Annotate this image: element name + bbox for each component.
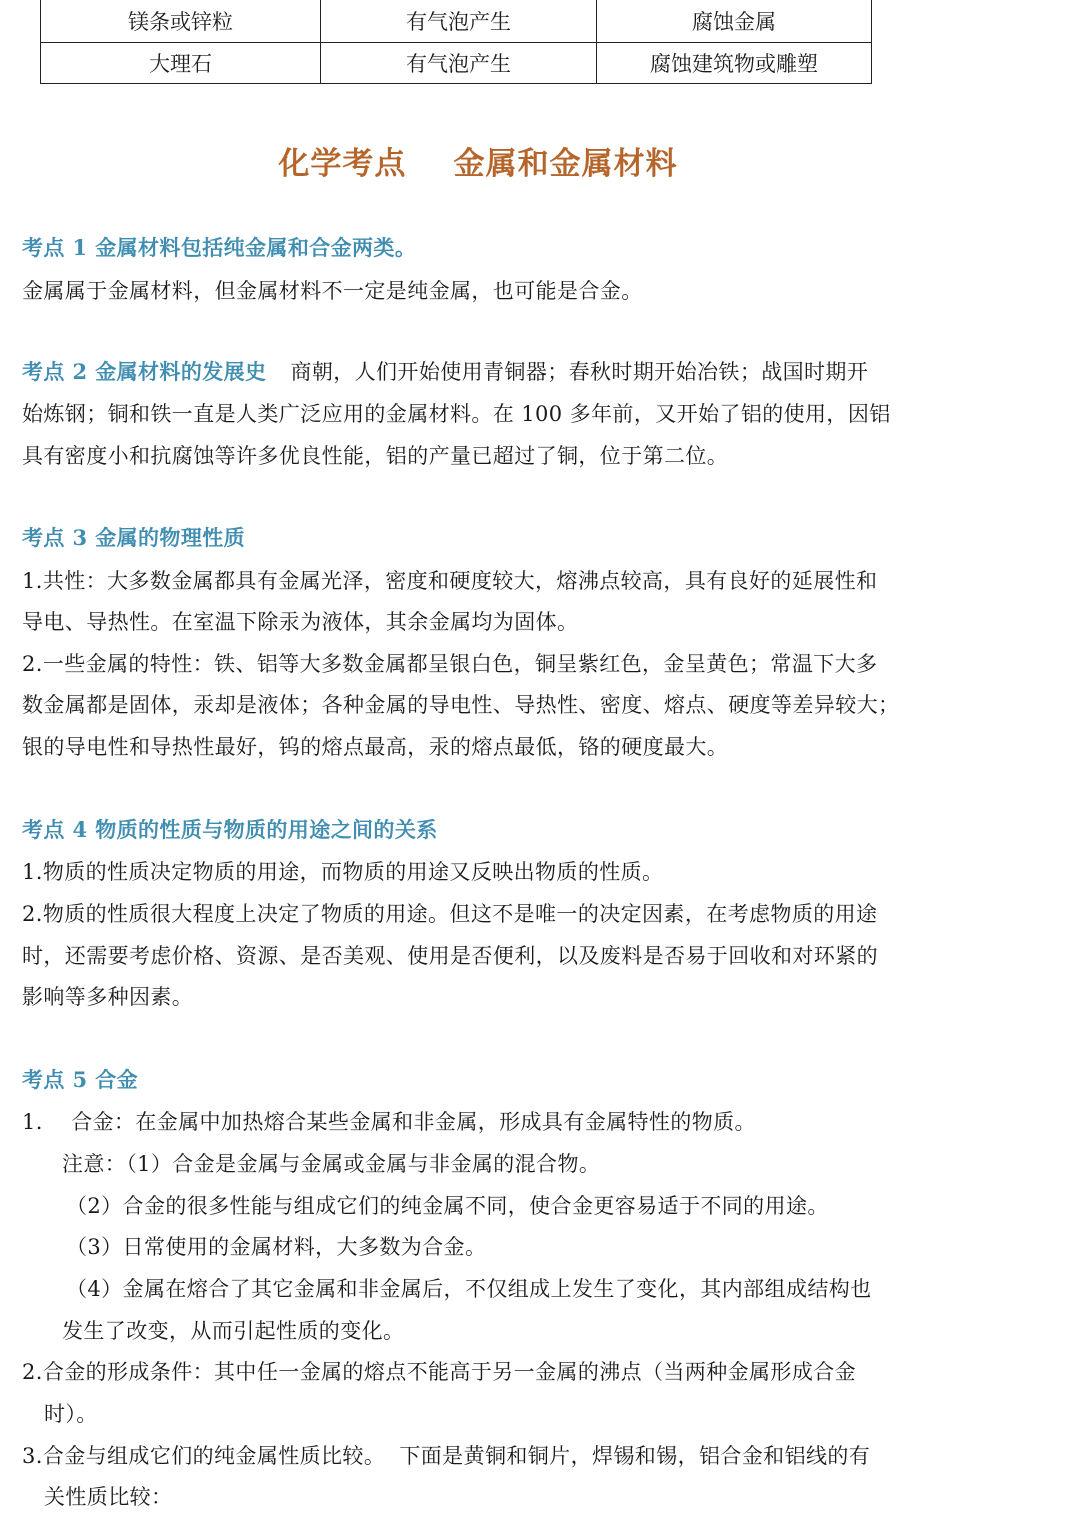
section-2-text: 具有密度小和抗腐蚀等许多优良性能，铝的产量已超过了铜，位于第二位。 bbox=[22, 444, 729, 468]
section-5-text: 2.合金的形成条件：其中任一金属的熔点不能高于另一金属的沸点（当两种金属形成合金 bbox=[22, 1360, 857, 1384]
section-4-text: 1.物质的性质决定物质的用途，而物质的用途又反映出物质的性质。 bbox=[22, 860, 664, 884]
table-cell: 腐蚀金属 bbox=[597, 0, 872, 43]
section-heading-4: 考点 4 物质的性质与物质的用途之间的关系 bbox=[22, 817, 438, 842]
table-row bbox=[41, 0, 872, 43]
table-cell: 有气泡产生 bbox=[321, 0, 597, 43]
section-3-text: 导电、导热性。在室温下除汞为液体，其余金属均为固体。 bbox=[22, 610, 579, 634]
section-heading-2: 考点 2 金属材料的发展史 bbox=[22, 359, 267, 384]
table-cell: 腐蚀建筑物或雕塑 bbox=[597, 43, 872, 84]
section-5-note: （4）金属在熔合了其它金属和非金属后，不仅组成上发生了变化，其内部组成结构也 bbox=[66, 1277, 872, 1301]
section-2-text: 商朝，人们开始使用青铜器；春秋时期开始冶铁；战国时期开 bbox=[290, 360, 869, 384]
page-title: 化学考点 金属和金属材料 bbox=[278, 146, 678, 182]
section-2-first-line bbox=[22, 357, 868, 387]
comparison-table bbox=[40, 0, 872, 84]
section-2-text: 始炼钢；铜和铁一直是人类广泛应用的金属材料。在 100 多年前，又开始了铝的使用，因铝 bbox=[22, 402, 891, 426]
section-heading-3: 考点 3 金属的物理性质 bbox=[22, 525, 246, 550]
section-5-text: 3.合金与组成它们的纯金属性质比较。 下面是黄铜和铜片，焊锡和锡，铝合金和铝线的有 bbox=[22, 1444, 871, 1468]
section-3-text: 数金属都是固体，汞却是液体；各种金属的导电性、导热性、密度、熔点、硬度等差异较大； bbox=[22, 693, 900, 717]
section-5-text: 时）。 bbox=[44, 1402, 98, 1426]
section-4-text: 影响等多种因素。 bbox=[22, 985, 194, 1009]
section-3-text: 2.一些金属的特性：铁、铝等大多数金属都呈银白色，铜呈紫红色，金呈黄色；常温下大多 bbox=[22, 652, 878, 676]
section-1-text: 金属属于金属材料，但金属材料不一定是纯金属，也可能是合金。 bbox=[22, 279, 643, 303]
section-4-text: 时，还需要考虑价格、资源、是否美观、使用是否便利，以及废料是否易于回收和对环紧的 bbox=[22, 944, 878, 968]
section-5-note: 注意：（1）合金是金属与金属或金属与非金属的混合物。 bbox=[62, 1152, 601, 1176]
section-heading-1: 考点 1 金属材料包括纯金属和合金两类。 bbox=[22, 235, 417, 260]
table-row bbox=[41, 43, 872, 84]
section-3-text: 银的导电性和导热性最好，钨的熔点最高，汞的熔点最低，铬的硬度最大。 bbox=[22, 735, 729, 759]
table-cell: 有气泡产生 bbox=[321, 43, 597, 84]
section-5-note: 发生了改变，从而引起性质的变化。 bbox=[62, 1319, 405, 1343]
section-4-text: 2.物质的性质很大程度上决定了物质的用途。但这不是唯一的决定因素，在考虑物质的用途 bbox=[22, 902, 878, 926]
section-5-text: 关性质比较： bbox=[44, 1485, 173, 1509]
table-cell: 大理石 bbox=[41, 43, 321, 84]
section-heading-5: 考点 5 合金 bbox=[22, 1067, 139, 1092]
section-3-text: 1.共性：大多数金属都具有金属光泽，密度和硬度较大，熔沸点较高，具有良好的延展性和 bbox=[22, 569, 878, 593]
table-cell: 镁条或锌粒 bbox=[41, 0, 321, 43]
section-5-note: （3）日常使用的金属材料，大多数为合金。 bbox=[66, 1235, 487, 1259]
section-5-text: 1. 合金：在金属中加热熔合某些金属和非金属，形成具有金属特性的物质。 bbox=[22, 1110, 756, 1134]
section-5-note: （2）合金的很多性能与组成它们的纯金属不同，使合金更容易适于不同的用途。 bbox=[66, 1194, 829, 1218]
